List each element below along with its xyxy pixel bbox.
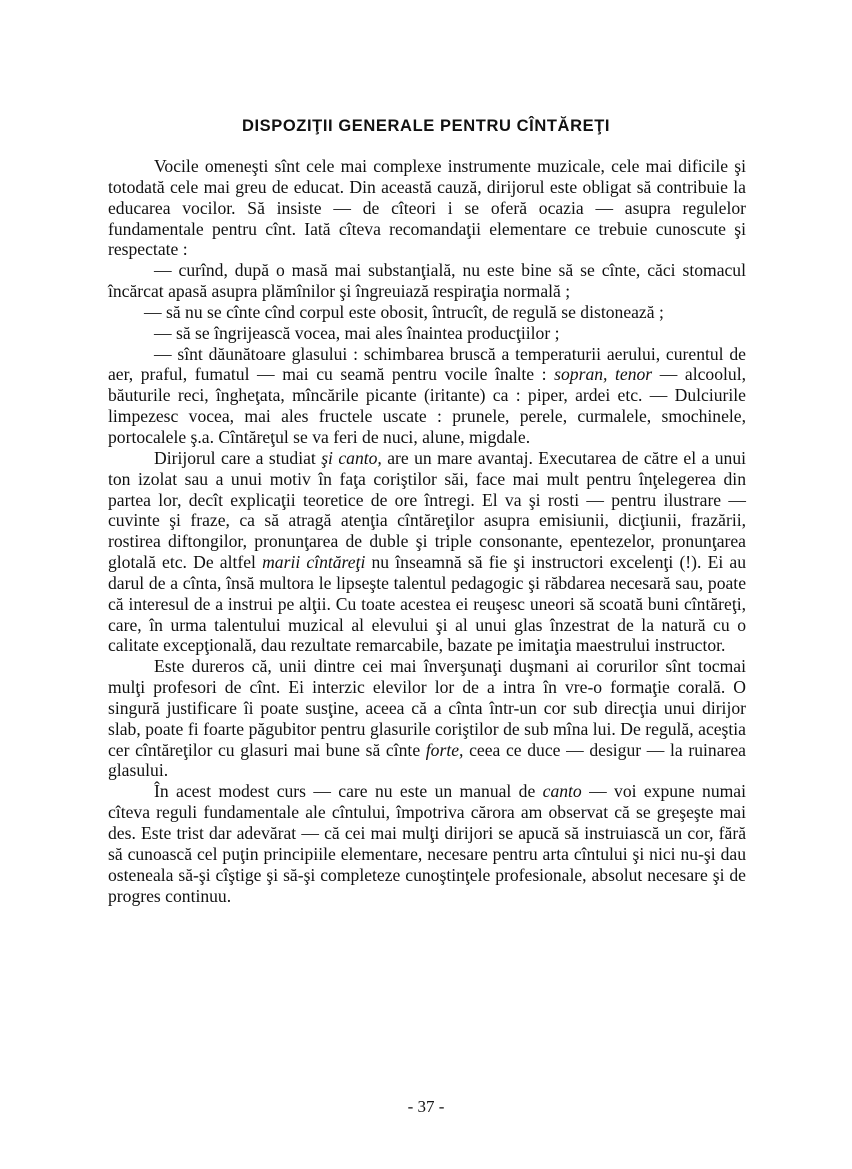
paragraph-intro (108, 156, 746, 260)
paragraph-rule (108, 260, 746, 302)
paragraph-rule (108, 344, 746, 448)
paragraph-teachers (108, 656, 746, 781)
italic-text: şi canto, (321, 447, 382, 468)
text-run: Dirijorul care a studiat (154, 447, 322, 468)
text-run: — sînt dăunătoare glasului : schimbarea bruscă a temperaturii aerului, curentul de aer, praful, fumatul — mai cu seamă pentru vocile înalte : (108, 343, 746, 385)
text-run: are un mare avantaj. Executarea de către el a unui ton izolat sau a unui motiv în faţa coriştilor săi, face mai mult pentru înţelegerea din partea lor, decît explicaţii teoretice de ore întregi. El va şi rosti — pentru ilustrare — cuvinte şi fraze, ca să atragă atenţia cîntăreţilor asupra emisiunii, dicţiunii, frazării, rostirea diftongilor, pronunţarea de duble şi triple consonante, epentezelor, pronunţarea glotală etc. De altfel (108, 447, 747, 573)
text-run: ceea ce duce — desigur — la ruinarea glasului. (108, 739, 746, 781)
text-run: nu înseamnă să fie şi instructori excelenţi (!). Ei au darul de a cînta, însă multora le lipseşte talentul pedagogic şi răbdarea necesară sau, poate că interesul de a instrui pe alţii. Cu toate acestea ei reuşesc uneori să scoată buni cîntăreţi, care, în urma talentului muzical al elevului şi al unui glas înzestrat de la natură cu o calitate excepţională, dau rezultate remarcabile, bazate pe imitaţia maestrului instructor. (108, 552, 746, 656)
text-run: În acest modest curs — care nu este un manual de (154, 781, 543, 802)
italic-text: forte, (425, 739, 464, 760)
page-title: DISPOZIŢII GENERALE PENTRU CÎNTĂREŢI (241, 117, 611, 135)
text-run: — curînd, după o masă mai substanţială, nu este bine să se cînte, căci stomacul încărcat apasă asupra plămînilor şi îngreuiază respiraţia normală ; (108, 260, 746, 302)
text-run: — să se îngrijească vocea, mai ales înaintea producţiilor ; (154, 322, 560, 343)
body-text (108, 156, 746, 906)
paragraph-conductor (108, 448, 746, 656)
text-run: Vocile omeneşti sînt cele mai complexe instrumente muzicale, cele mai dificile şi totodată cele mai greu de educat. Din această cauză, dirijorul este obligat să contribuie la educarea vocilor. Să insiste — de cîteori i se oferă ocazia — asupra regulelor fundamentale pentru cînt. Iată cîteva recomandaţii elementare ce trebuie cunoscute şi respectate : (108, 156, 746, 260)
page-number: - 37 - (407, 1097, 445, 1116)
paragraph-rule (108, 302, 746, 323)
italic-text: sopran, tenor (554, 364, 653, 385)
text-run: — voi expune numai cîteva reguli fundamentale ale cîntului, împotriva cărora am observat că se greşeşte mai des. Este trist dar adevărat — că cei mai mulţi dirijori se apucă să instruiască un cor, fără să cunoască cel puţin principiile elementare, necesare pentru arta cîntului şi nici nu-şi dau osteneala să-şi cîştige şi să-şi completeze cunoştinţele profesionale, absolut necesare şi de progres continuu. (108, 781, 746, 906)
text-run: Este dureros că, unii dintre cei mai înverşunaţi duşmani ai corurilor sînt tocmai mulţi profesori de cînt. Ei interzic elevilor lor de a intra în vre-o formaţie corală. O singură justificare îi poate susţine, aceea că a cînta într-un cor sub direcţia unui dirijor slab, poate fi foarte păgubitor pentru glasurile coriştilor de sub mîna lui. De regulă, aceştia cer cîntăreţilor cu glasuri mai bune să cînte (108, 656, 746, 760)
paragraph-rule (108, 323, 746, 344)
italic-text: canto (542, 781, 582, 802)
text-run: — alcoolul, băuturile reci, îngheţata, mîncările picante (iritante) ca : piper, ardei etc. — Dulciurile limpezesc vocea, mai ales fructele uscate : prunele, perele, curmalele, smochinele, portocalele ş.a. Cîntăreţul se va feri de nuci, alune, migdale. (108, 364, 746, 447)
text-run: — să nu se cînte cînd corpul este obosit, întrucît, de regulă se distonează ; (144, 301, 664, 322)
italic-text: marii cîntăreţi (262, 552, 366, 573)
paragraph-course (108, 781, 746, 906)
